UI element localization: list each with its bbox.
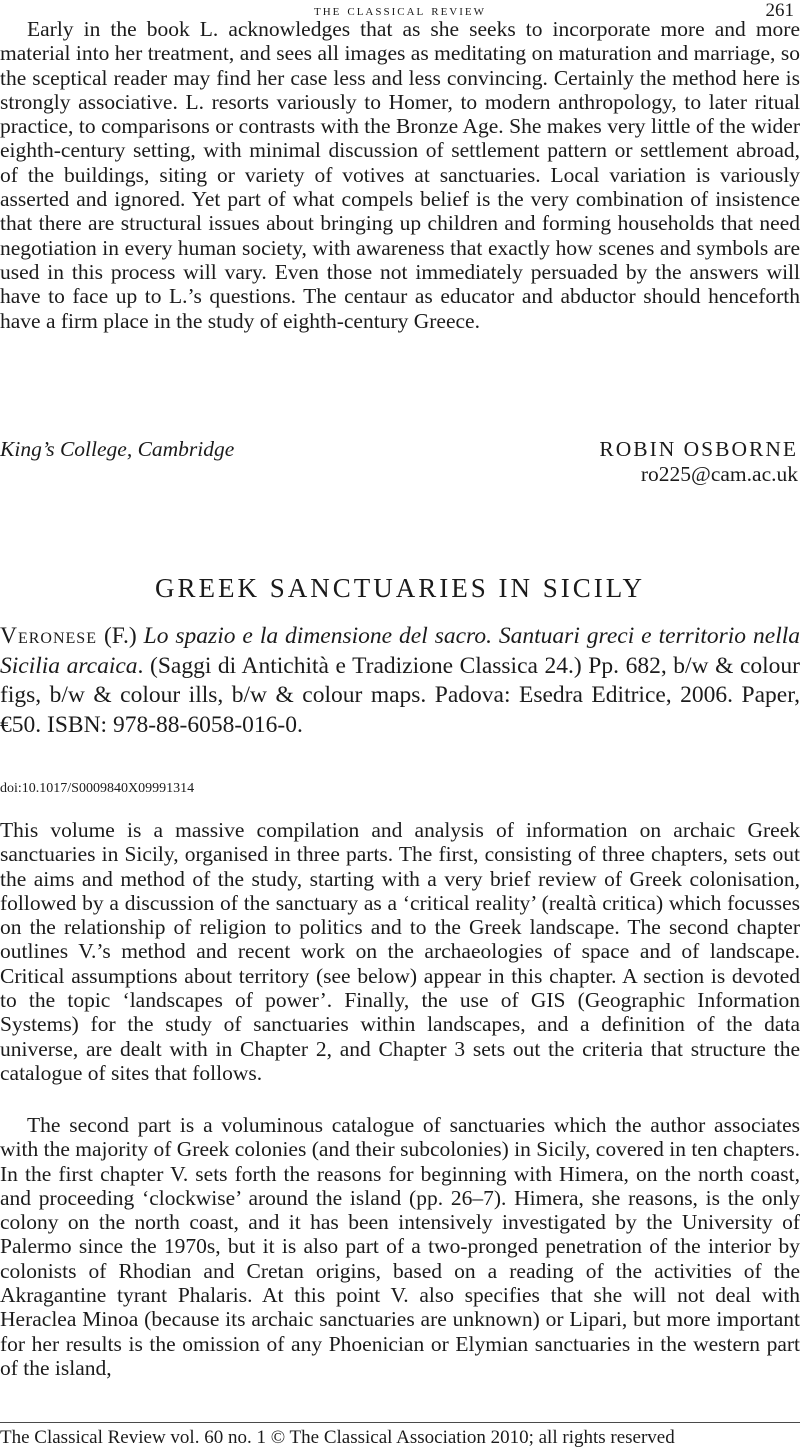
reviewer-name: ROBIN OSBORNE xyxy=(599,437,798,461)
book-title: Lo spazio e la dimensione del sacro. Santuari greci e territorio nella Sicilia arcaica xyxy=(0,623,800,679)
reviewer-affiliation: King’s College, Cambridge xyxy=(0,437,235,461)
reviewer-email[interactable]: ro225@cam.ac.uk xyxy=(640,462,798,486)
book-publication-details: . (Saggi di Antichità e Tradizione Classica 24.) Pp. 682, b/w & colour figs, b/w & colour ills, b/w & colour maps. Padova: Esedra Editrice, 2006. Paper, €50. ISBN: 978-88-6058-016-0. xyxy=(0,652,800,738)
body-paragraph-2: The second part is a voluminous catalogue of sanctuaries which the author associates with the majority of Greek colonies (and their subcolonies) in Sicily, covered in ten chapters. In the first chapter V. sets forth the reasons for beginning with Himera, on the north coast, and proceeding ‘clockwise’ around the island (pp. 26–7). Himera, she reasons, is the only colony on the north coast, and it has been intensively investigated by the University of Palermo since the 1970s, but it is also part of a two-pronged penetration of the interior by colonists of Rhodian and Cretan origins, based on a reading of the activities of the Akragantine tyrant Phalaris. At this point V. also specifies that she will not deal with Heraclea Minoa (because its archaic sanctuaries are unknown) or Lipari, but more important for her results is the omission of any Phoenician or Elymian sanctuaries in the western part of the island, xyxy=(0,1113,800,1380)
copyright-footer: The Classical Review vol. 60 no. 1 © The Classical Association 2010; all rights reserved xyxy=(0,1427,675,1448)
review-closing-paragraph: Early in the book L. acknowledges that as she seeks to incorporate more and more material into her treatment, and sees all images as meditating on maturation and marriage, so the sceptical reader may find her case less and less convincing. Certainly the method here is strongly associative. L. resorts variously to Homer, to modern anthropology, to later ritual practice, to comparisons or contrasts with the Bronze Age. She makes very little of the wider eighth-century setting, with minimal discussion of settlement pattern or settlement abroad, of the buildings, siting or variety of votives at sanctuaries. Local variation is variously asserted and ignored. Yet part of what compels belief is the very combination of insistence that there are structural issues about bringing up children and forming households that need negotiation in every human society, with awareness that exactly how scenes and symbols are used in this process will vary. Even those not immediately persuaded by the answers will have to face up to L.’s questions. The centaur as educator and abductor should henceforth have a firm place in the study of eighth-century Greece. xyxy=(0,17,800,333)
body-paragraph-1: This volume is a massive compilation and analysis of information on archaic Greek sanctuaries in Sicily, organised in three parts. The first, consisting of three chapters, sets out the aims and method of the study, starting with a very brief review of Greek colonisation, followed by a discussion of the sanctuary as a ‘critical reality’ (realtà critica) which focusses on the relationship of religion to politics and to the Greek landscape. The second chapter outlines V.’s method and recent work on the archaeologies of space and of landscape. Critical assumptions about territory (see below) appear in this chapter. A section is devoted to the topic ‘landscapes of power’. Finally, the use of GIS (Geographic Information Systems) for the study of sanctuaries within landscapes, and a definition of the data universe, are dealt with in Chapter 2, and Chapter 3 sets out the criteria that structure the catalogue of sites that follows. xyxy=(0,818,800,1085)
book-citation xyxy=(0,622,800,740)
book-author: Veronese xyxy=(0,623,97,649)
book-author-initial: (F.) xyxy=(96,623,144,649)
section-title: GREEK SANCTUARIES IN SICILY xyxy=(154,573,646,603)
footer-divider xyxy=(0,1422,800,1423)
journal-running-title: the classical review xyxy=(313,2,487,19)
doi-link[interactable]: doi:10.1017/S0009840X09991314 xyxy=(0,781,195,796)
page-number: 261 xyxy=(765,0,794,21)
